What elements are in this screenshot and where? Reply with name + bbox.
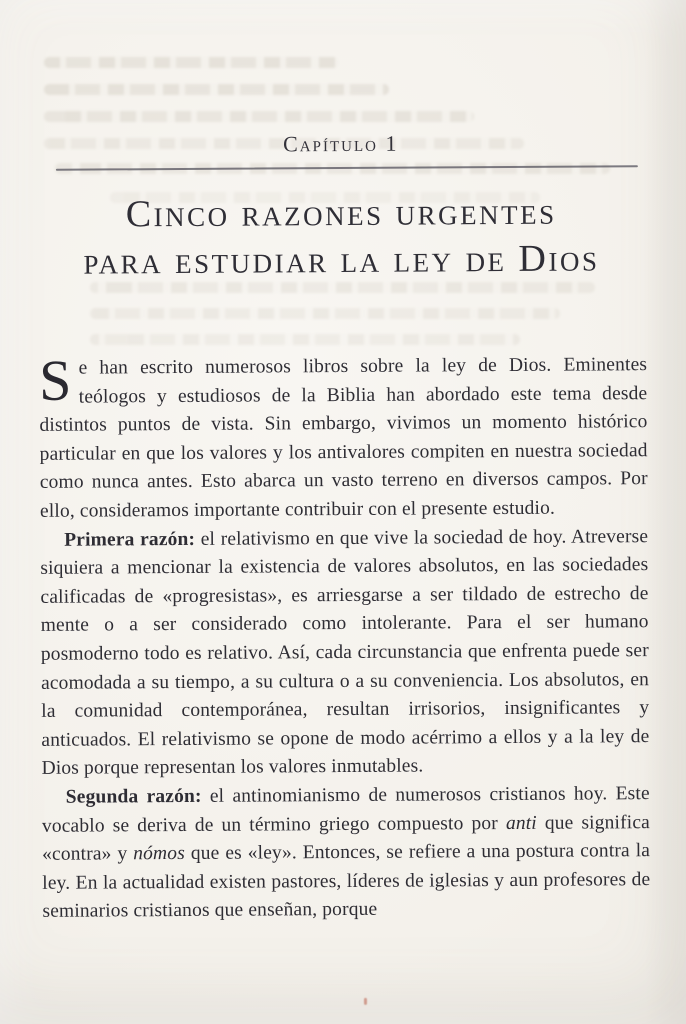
greek-term-anti: anti [505, 812, 537, 834]
chapter-title [0, 188, 685, 286]
paragraph-segunda-razon-lead: Segunda razón: [65, 785, 202, 808]
paragraph-segunda-razon [42, 780, 651, 927]
paragraph-segunda-razon-text: que es «ley». Entonces, se refiere a una postura contra la ley. En la actualidad existen pastores, líderes de iglesias y aun profesores de seminarios cristianos que enseñan, porque [42, 840, 651, 923]
paragraph-primera-razon-text: el relativismo en que vive la sociedad de hoy. Atreverse siquiera a mencionar la existencia de valores absolutos, en las sociedades calificadas de «progresistas», es arriesgarse a ser tildado de estrecho de mente o a ser considerado como intolerante. Para el ser humano posmoderno todo es relativo. Así, cada circunstancia que enfrenta puede ser acomodada a su tiempo, a su cultura o a su conveniencia. Los absolutos, en la comunidad contemporánea, resultan irrisorios, insignificantes y anticuados. El relativismo se opone de modo acérrimo a ellos y a la ley de Dios porque representan los valores inmutables. [40, 525, 650, 780]
greek-term-nomos: nómos [133, 843, 185, 865]
body-text [38, 347, 651, 927]
paragraph-intro [38, 347, 648, 526]
chapter-rule [56, 165, 638, 171]
paragraph-segunda-razon-text: el antinomianismo de numerosos cristianos hoy. Este vocablo se deriva de un término griego compuesto por [41, 783, 650, 837]
chapter-title-line1: Cinco razones urgentes [125, 190, 557, 236]
paragraph-segunda-razon-text: que significa «contra» y [42, 811, 650, 865]
paragraph-primera-razon [40, 523, 650, 784]
paragraph-intro-text: e han escrito numerosos libros sobre la ley de Dios. Eminentes teólogos y estudiosos de la Biblia han abordado este tema desde distintos puntos de vista. Sin embargo, vivimos un momento histórico particular en que los valores y los antivalores compiten en nuestra sociedad como nunca antes. Esto abarca un vasto terreno en diversos campos. Por ello, consideramos importante contribuir con el presente estudio. [39, 354, 648, 522]
paragraph-primera-razon-lead: Primera razón: [64, 528, 196, 551]
chapter-label: Capítulo 1 [283, 130, 399, 157]
print-speck [364, 998, 367, 1005]
dropcap-s: S [38, 347, 72, 413]
chapter-title-line2: para estudiar la ley de Dios [83, 237, 600, 283]
